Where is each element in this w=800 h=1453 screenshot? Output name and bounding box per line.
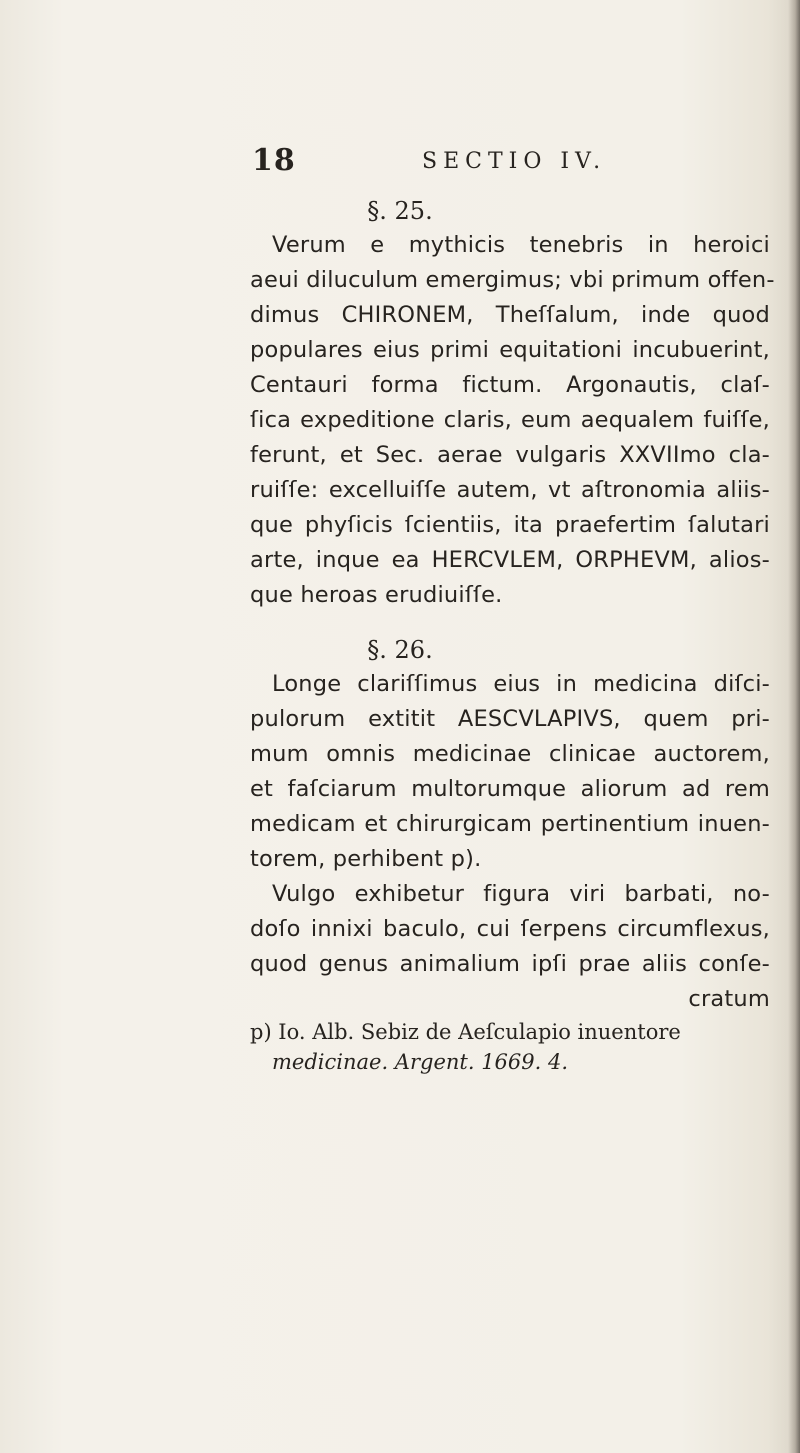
- footnote-line: medicinae. Argent. 1669. 4.: [272, 1050, 569, 1074]
- page-header: [252, 143, 672, 183]
- text-line: ſica expeditione claris, eum aequalem fuiſſe,: [250, 407, 770, 433]
- text-line: doſo innixi baculo, cui ſerpens circumflexus,: [250, 916, 770, 942]
- text-line: que heroas erudiuiſſe.: [250, 582, 503, 608]
- text-line: Longe clariſſimus eius in medicina diſci-: [272, 671, 770, 697]
- text-line: que phyſicis ſcientiis, ita praefertim ſalutari: [250, 512, 770, 538]
- text-line: arte, inque ea HERCVLEM, ORPHEVM, alios-: [250, 547, 770, 573]
- text-line: pulorum extitit AESCVLAPIVS, quem pri-: [250, 706, 770, 732]
- section-mark-25: §. 25.: [367, 197, 433, 225]
- text-line: Vulgo exhibetur figura viri barbati, no-: [272, 881, 770, 907]
- text-line: Verum e mythicis tenebris in heroici: [272, 232, 770, 258]
- text-line: quod genus animalium ipſi prae aliis conſe-: [250, 951, 770, 977]
- catchword: cratum: [688, 986, 770, 1012]
- text-line: torem, perhibent p).: [250, 846, 482, 872]
- text-line: medicam et chirurgicam pertinentium inuen-: [250, 811, 770, 837]
- text-line: ferunt, et Sec. aerae vulgaris XXVIImo cla-: [250, 442, 770, 468]
- text-line: ruiſſe: excelluiſſe autem, vt aſtronomia aliis-: [250, 477, 770, 503]
- text-line: et faſciarum multorumque aliorum ad rem: [250, 776, 770, 802]
- running-head: SECTIO IV.: [422, 149, 607, 174]
- section-mark-26: §. 26.: [367, 636, 433, 664]
- text-line: Centauri forma fictum. Argonautis, claſ-: [250, 372, 770, 398]
- text-line: mum omnis medicinae clinicae auctorem,: [250, 741, 770, 767]
- text-line: dimus CHIRONEM, Theſſalum, inde quod: [250, 302, 770, 328]
- text-line: aeui diluculum emergimus; vbi primum offen-: [250, 267, 775, 293]
- page-number: 18: [252, 143, 296, 178]
- text-line: populares eius primi equitationi incubuerint,: [250, 337, 770, 363]
- footnote-line: p) Io. Alb. Sebiz de Aeſculapio inuentore: [250, 1020, 681, 1044]
